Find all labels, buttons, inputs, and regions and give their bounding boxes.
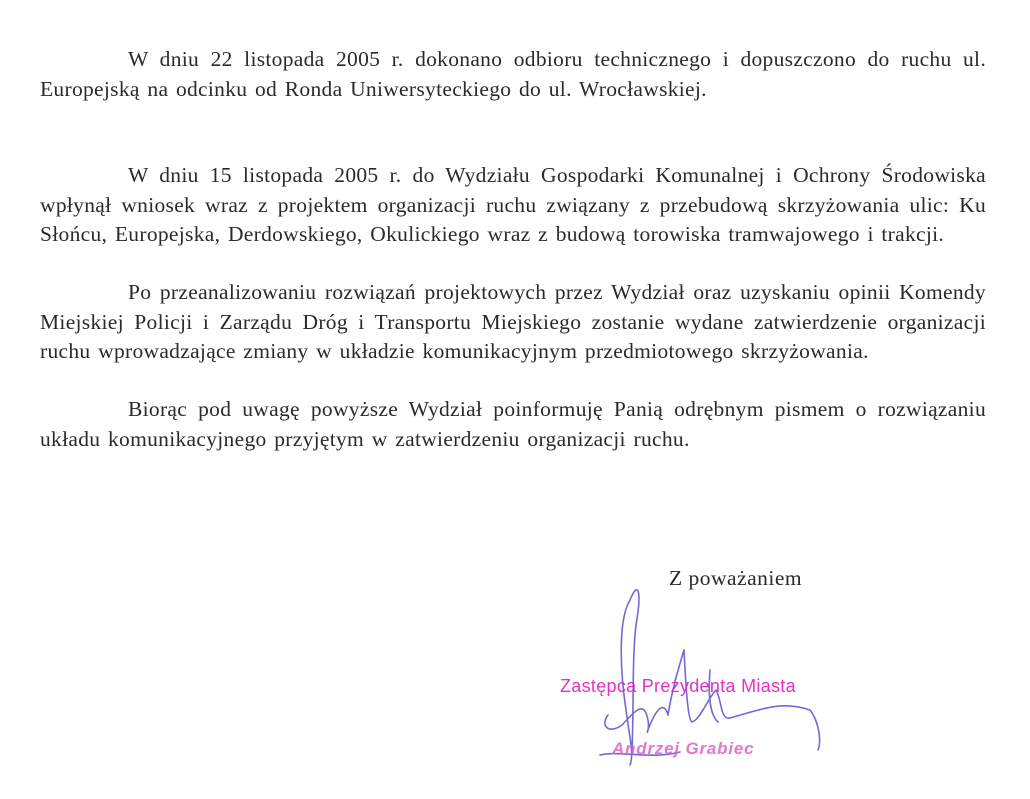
closing-salutation: Z poważaniem <box>669 566 803 590</box>
stamp-name: Andrzej Grabiec <box>612 739 755 758</box>
paragraph-notification: Biorąc pod uwagę powyższe Wydział poinformuję Panią odrębnym pismem o rozwiązaniu układu komunikacyjnego przyjętym w zatwierdzeniu organizacji ruchu. <box>40 397 986 451</box>
paragraph-acceptance: W dniu 22 listopada 2005 r. dokonano odbioru technicznego i dopuszczono do ruchu ul. Europejską na odcinku od Ronda Uniwersyteckiego do ul. Wrocławskiej. <box>40 47 986 101</box>
stamp-title: Zastępca Prezydenta Miasta <box>560 676 796 696</box>
paragraph-analysis: Po przeanalizowaniu rozwiązań projektowych przez Wydział oraz uzyskaniu opinii Komendy Miejskiej Policji i Zarządu Dróg i Transportu Miejskiego zostanie wydane zatwierdzenie organizacji ruchu wprowadzające zmiany w układzie komunikacyjnym przedmiotowego skrzyżowania. <box>40 280 986 363</box>
paragraph-application: W dniu 15 listopada 2005 r. do Wydziału Gospodarki Komunalnej i Ochrony Środowiska wpłynął wniosek wraz z projektem organizacji ruchu związany z przebudową skrzyżowania ulic: Ku Słońcu, Europejska, Derdowskiego, Okulickiego wraz z budową torowiska tramwajowego i trakcji. <box>40 163 986 246</box>
